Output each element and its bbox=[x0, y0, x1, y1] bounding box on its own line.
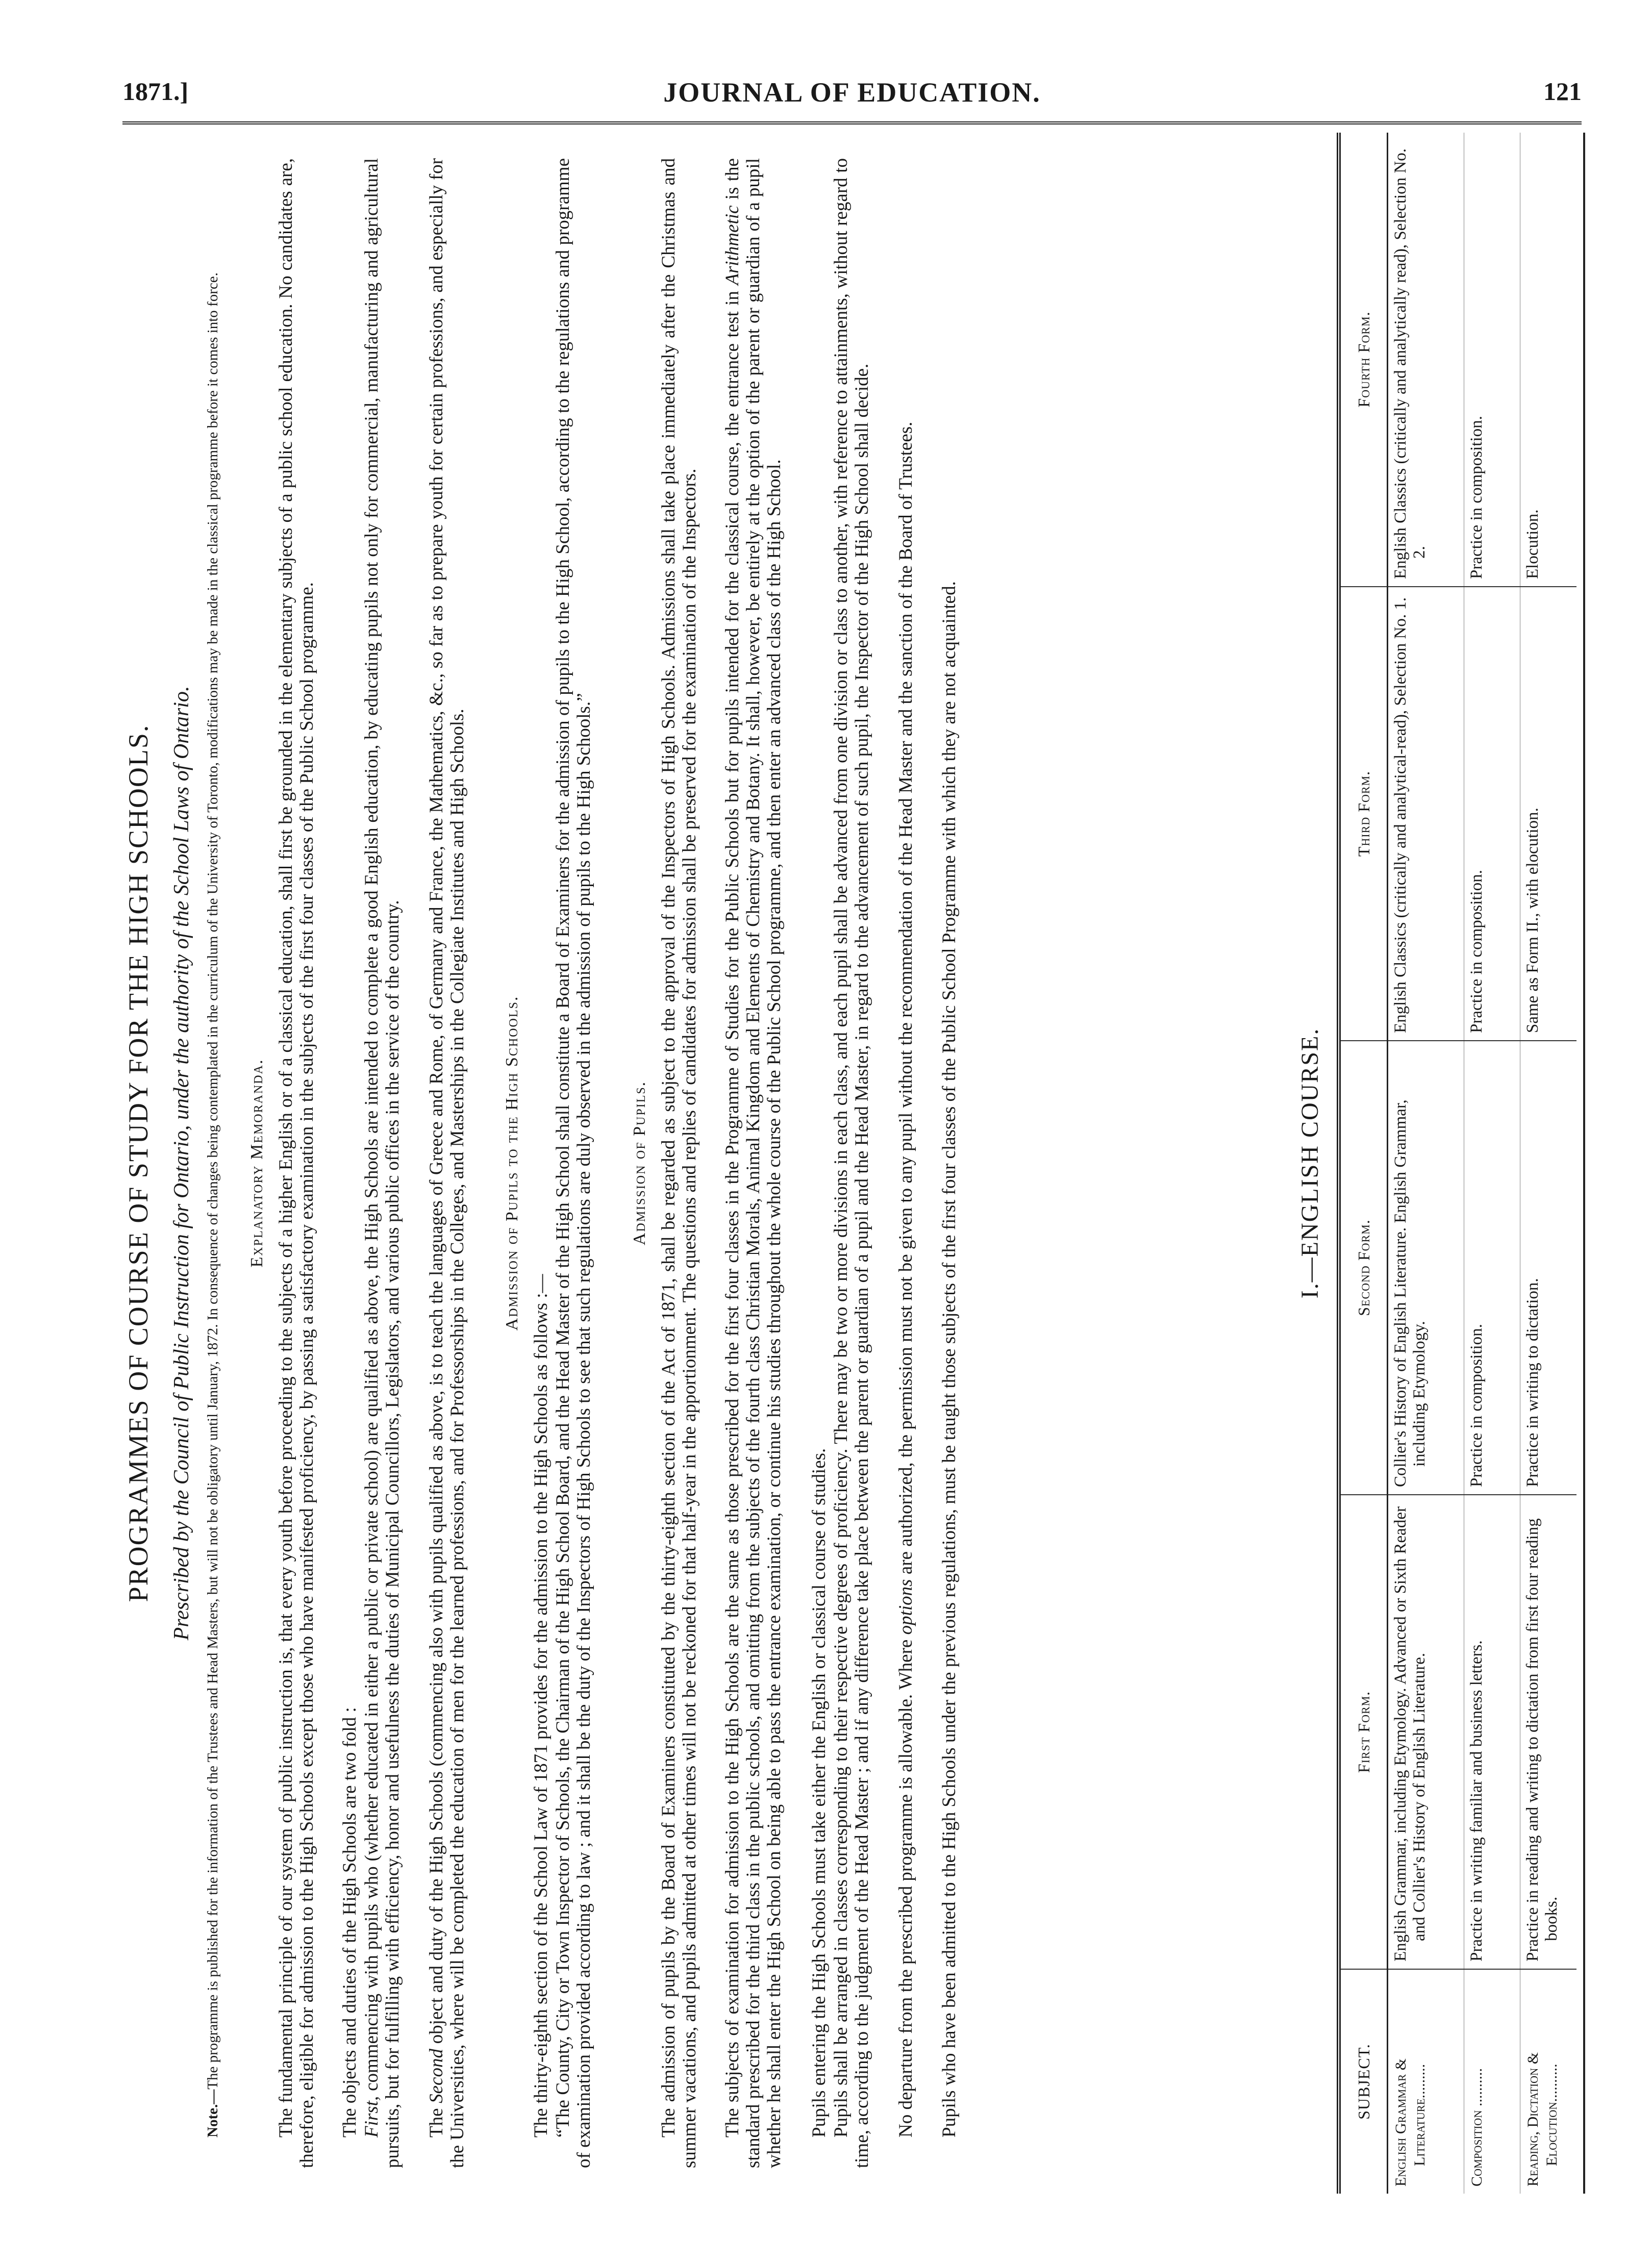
cell-text: Practice in composition. bbox=[1467, 416, 1486, 579]
paragraph-first-object bbox=[361, 158, 403, 2168]
subject-cell bbox=[1520, 1969, 1576, 2194]
cell-text: English Grammar, including Etymology. Advanced or Sixth Reader and Collier's History of English Literature. bbox=[1391, 1506, 1429, 1962]
cell-text: Practice in writing familiar and business letters. bbox=[1467, 1640, 1486, 1962]
cell-text: Practice in reading and writing to dictation from first four reading books. bbox=[1523, 1518, 1561, 1962]
cell-text: Practice in composition. bbox=[1467, 870, 1486, 1033]
paragraph-previous-regulations: Pupils who have been admitted to the High Schools under the previous regulations, must be taught those subjects of the first four classes of the Public School Programme with which they are not acquainted. bbox=[939, 581, 960, 2138]
rotated-page-body bbox=[122, 133, 1582, 2194]
heading-admission-of-pupils: Admission of Pupils. bbox=[630, 1080, 649, 1246]
heading-admission-to-high-schools: Admission of Pupils to the High Schools. bbox=[503, 995, 521, 1331]
cell-text: Composition .......... bbox=[1468, 2068, 1485, 2186]
running-header bbox=[122, 77, 1582, 117]
subjects-text: is the standard prescribed for the third class in the public schools, and omitting from the subjects of the fourth class Christian Morals, Animal Kingdom and Elements of Chemistry and Botany. It shall, however, be entirely at the option of the parent or guardian of a pupil whether he shall enter the High School on being able to pass the entrance examination, or continue his studies throughout the whole course of the Public School programme, and then enter an advanced class of the High School. bbox=[722, 158, 785, 2168]
cell-text: Collier's History of English Literature. English Grammar, including Etymology. bbox=[1391, 1099, 1429, 1487]
cell-text: Reading, Dictation & Elocution.......... bbox=[1524, 2052, 1560, 2186]
paragraph-no-departure bbox=[895, 158, 916, 2168]
english-course-title: I.—ENGLISH COURSE. bbox=[1296, 1027, 1323, 1299]
subjects-pre: The subjects of examination for admission to the High Schools are the same as those prescribed for the first four classes in the Programme of Studies for the Public Schools but for pupils intended for the classical course, the entrance test in bbox=[722, 285, 743, 2138]
first-emphasis: First, bbox=[361, 2096, 382, 2138]
header-rule bbox=[122, 121, 1582, 124]
paragraph-thirty-eighth-section: The thirty-eighth section of the School Law of 1871 provides for the admission to the High Schools as follows :— bbox=[531, 1274, 552, 2138]
subject-cell bbox=[1388, 1969, 1464, 2194]
note-lead: Note.— bbox=[205, 2089, 221, 2138]
page-title: PROGRAMMES OF COURSE OF STUDY FOR THE HIGH SCHOOLS. bbox=[123, 724, 154, 1602]
column-header-second-form: Second Form. bbox=[1341, 1041, 1388, 1495]
paragraph-second-object bbox=[426, 158, 468, 2168]
table-cell bbox=[1388, 587, 1464, 1041]
table-row bbox=[1388, 133, 1464, 2194]
table-cell bbox=[1520, 1041, 1576, 1495]
column-header-third-form: Third Form. bbox=[1341, 587, 1388, 1041]
column-header-fourth-form: Fourth Form. bbox=[1341, 133, 1388, 587]
cell-text: English Classics (critically and analytically read), Selection No. 2. bbox=[1391, 148, 1429, 579]
second-object-text: object and duty of the High Schools (commencing also with pupils qualified as above, is to teach the languages of Greece and Rome, of Germany and France, the Mathematics, &c., so far as to prepare youth for certain professions, and especially for the Universities, where will be completed the education of men for the learned professions, and for Professorships in the Colleges, and Masterships in the Collegiate Institutes and High Schools. bbox=[426, 158, 468, 2168]
paragraph-admission-board: The admission of pupils by the Board of Examiners constituted by the thirty-eighth section of the Act of 1871, shall be regarded as subject to the approval of the Inspectors of High Schools. Admissions shall take place immediately after the Christmas and summer vacations, and pupils admitted at other times will not be reckoned for that half-year in the apportionment. The questions and replies of candidates for admission shall be preserved for the examination of the Inspectors. bbox=[658, 158, 700, 2168]
cell-text: Same as Form II., with elocution. bbox=[1523, 808, 1542, 1033]
english-course-table bbox=[1337, 133, 1585, 2194]
paragraph-fundamental-principle: The fundamental principle of our system of public instruction is, that every youth before proceeding to the subjects of a higher English or of a classical education, shall first be grounded in the elementary subjects of a public school education. No candidates are, therefore, eligible for admission to the High Schools except those who have manifested proficiency, by passing a satisfactory examination in the subjects of the first four classes of the Public School programme. bbox=[276, 158, 317, 2168]
table-header-row bbox=[1341, 133, 1388, 2194]
second-emphasis: Second bbox=[426, 2049, 447, 2103]
page-subtitle: Prescribed by the Council of Public Instruction for Ontario, under the authority of the School Laws of Ontario. bbox=[170, 686, 193, 1641]
table-cell bbox=[1464, 587, 1520, 1041]
options-emphasis: options bbox=[895, 1579, 916, 1635]
table-cell bbox=[1388, 1495, 1464, 1969]
column-header-subject: SUBJECT. bbox=[1341, 1969, 1388, 2194]
cell-text: English Classics (critically and analytical-read), Selection No. 1. bbox=[1391, 597, 1410, 1033]
cell-text: Practice in composition. bbox=[1467, 1324, 1486, 1487]
paragraph-subjects-of-examination bbox=[722, 158, 785, 2168]
table-cell bbox=[1388, 133, 1464, 587]
paragraph-quoted-law: “The County, City or Town Inspector of Schools, the Chairman of the High School Board, and the Head Master of the High School shall constitute a Board of Examiners for the admission of pupils to the High School, according to the regulations and programme of examination provided according to law ; and it shall be the duty of the Inspectors of High Schools to see that such regulations are duly observed in the admission of pupils to the High Schools.” bbox=[553, 158, 594, 2168]
paragraph-english-or-classical: Pupils entering the High Schools must take either the English or classical course of studies. bbox=[809, 1448, 830, 2138]
table-cell bbox=[1464, 133, 1520, 587]
arithmetic-emphasis: Arithmetic bbox=[722, 205, 743, 285]
table-cell bbox=[1520, 133, 1576, 587]
header-page-number: 121 bbox=[1543, 77, 1582, 106]
table-cell bbox=[1520, 587, 1576, 1041]
paragraph-objects-duties: The objects and duties of the High Schools are two fold : bbox=[339, 1707, 360, 2138]
table-row bbox=[1464, 133, 1520, 2194]
column-header-first-form: First Form. bbox=[1341, 1495, 1388, 1969]
note-text: The programme is published for the information of the Trustees and Head Masters, but will not be obligatory until January, 1872. In consequence of changes being contemplated in the curriculum of the University of Toronto, modifications may be made in the classical programme before it comes into force. bbox=[205, 272, 221, 2090]
table-cell bbox=[1388, 1041, 1464, 1495]
cell-text: Practice in writing to dictation. bbox=[1523, 1278, 1542, 1487]
cell-text: Elocution. bbox=[1523, 509, 1542, 579]
subject-cell bbox=[1464, 1969, 1520, 2194]
table-cell bbox=[1464, 1495, 1520, 1969]
first-object-text: commencing with pupils who (whether educated in either a public or private school) are qualified as above, the High Schools are intended to complete a good English education, by educating pupils not only for commercial, manufacturing and agricultural pursuits, but for fulfilling with efficiency, honor and usefulness the duties of Municipal Councillors, Legislators, and various public offices in the service of the country. bbox=[361, 158, 403, 2168]
second-object-pre: The bbox=[426, 2103, 447, 2138]
table-row bbox=[1520, 133, 1576, 2194]
publication-note bbox=[204, 158, 221, 2168]
cell-text: English Grammar & Literature......... bbox=[1392, 2058, 1428, 2186]
header-date: 1871.] bbox=[122, 77, 189, 106]
table-cell bbox=[1520, 1495, 1576, 1969]
paragraph-arranged-in-classes: Pupils shall be arranged in classes corresponding to their respective degrees of proficiency. There may be two or more divisions in each class, and each pupil shall be advanced from one division or class to another, with reference to attainments, without regard to time, according to the judgment of the Head Master ; and if any difference take place between the parent or guardian of a pupil and the Head Master, in regard to the advancement of such pupil, the Inspector of the High School shall decide. bbox=[831, 158, 872, 2168]
header-journal-title: JOURNAL OF EDUCATION. bbox=[663, 77, 1041, 108]
table-cell bbox=[1464, 1041, 1520, 1495]
no-departure-text: are authorized, the permission must not be given to any pupil without the recommendation of the Head Master and the sanction of the Board of Trustees. bbox=[895, 421, 916, 1579]
heading-explanatory-memoranda: Explanatory Memoranda. bbox=[247, 1059, 266, 1268]
no-departure-pre: No departure from the prescribed programme is allowable. Where bbox=[895, 1635, 916, 2138]
